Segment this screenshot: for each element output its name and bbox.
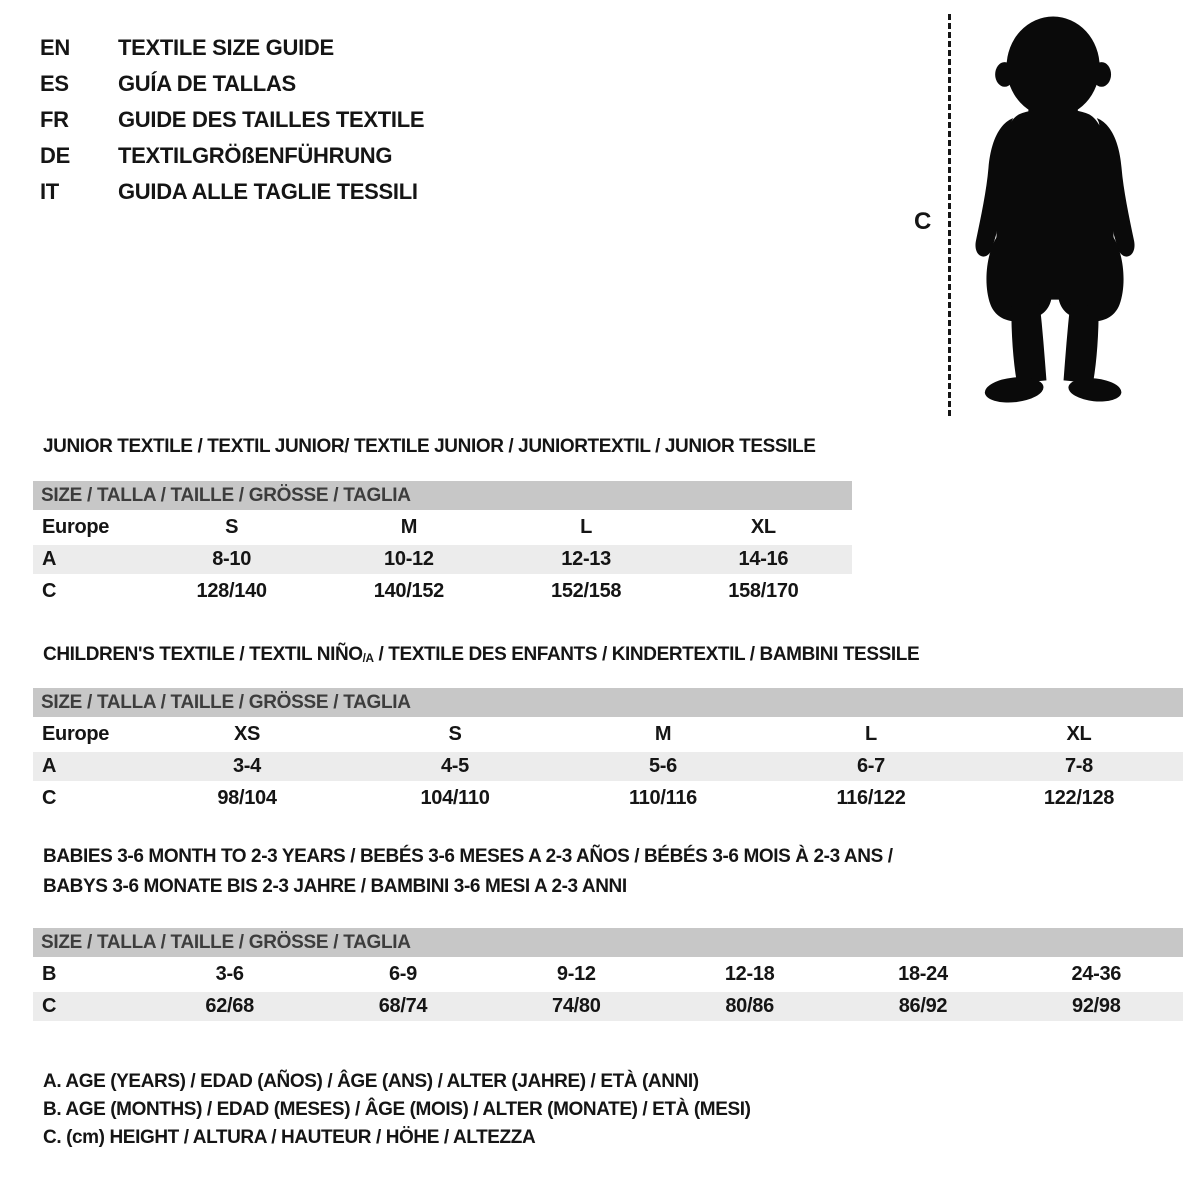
babies-b-2: 6-9 [388, 963, 417, 985]
babies-c-1: 62/68 [205, 995, 254, 1017]
junior-c-xl: 158/170 [728, 580, 799, 602]
legend-line-c: C. (cm) HEIGHT / ALTURA / HAUTEUR / HÖHE / ALTEZZA [43, 1127, 536, 1148]
children-col-xl: XL [1066, 723, 1092, 745]
junior-col-s: S [225, 516, 239, 538]
height-dashed-line [948, 14, 951, 416]
junior-row-a [33, 545, 852, 574]
children-a-m: 5-6 [648, 755, 677, 777]
children-size-table [33, 688, 1183, 813]
legend-block [43, 1068, 751, 1152]
babies-c-4: 80/86 [725, 995, 774, 1017]
lang-title-de: TEXTILGRÖßENFÜHRUNG [118, 143, 393, 168]
children-columns-row [33, 720, 1183, 749]
lang-code-es: ES [40, 71, 69, 96]
babies-b-1: 3-6 [215, 963, 244, 985]
children-row-a-label: A [42, 755, 57, 777]
legend-line-a: A. AGE (YEARS) / EDAD (AÑOS) / ÂGE (ANS) / ALTER (JAHRE) / ETÀ (ANNI) [43, 1071, 699, 1092]
junior-a-l: 12-13 [561, 548, 611, 570]
babies-row-b-label: B [42, 963, 57, 985]
children-c-xl: 122/128 [1043, 787, 1115, 809]
children-a-s: 4-5 [440, 755, 469, 777]
children-a-l: 6-7 [856, 755, 885, 777]
children-title-sub: /A [362, 652, 374, 666]
junior-col-xl: XL [750, 516, 776, 538]
babies-section-title-line2: BABYS 3-6 MONATE BIS 2-3 JAHRE / BAMBINI 3-6 MESI A 2-3 ANNI [43, 876, 627, 897]
children-c-s: 104/110 [420, 787, 490, 809]
lang-title-fr: GUIDE DES TAILLES TEXTILE [118, 107, 425, 132]
babies-size-table [33, 928, 1183, 1021]
junior-c-l: 152/158 [551, 580, 622, 602]
junior-col-europe: Europe [42, 516, 110, 538]
children-section-title [43, 644, 919, 666]
junior-row-c [33, 577, 852, 606]
lang-code-en: EN [40, 35, 70, 60]
lang-row-de [40, 138, 424, 174]
babies-c-2: 68/74 [378, 995, 428, 1017]
babies-row-c [33, 992, 1183, 1021]
children-c-m: 110/116 [629, 787, 697, 809]
children-col-europe: Europe [42, 723, 110, 745]
height-figure [900, 0, 1160, 430]
junior-size-bar: SIZE / TALLA / TAILLE / GRÖSSE / TAGLIA [33, 481, 852, 510]
junior-a-m: 10-12 [384, 548, 434, 570]
junior-row-c-label: C [42, 580, 57, 602]
lang-row-it [40, 174, 424, 210]
junior-columns-row [33, 513, 852, 542]
children-col-xs: XS [233, 723, 261, 745]
lang-row-es [40, 66, 424, 102]
children-a-xl: 7-8 [1064, 755, 1093, 777]
junior-a-s: 8-10 [212, 548, 252, 570]
junior-section-title: JUNIOR TEXTILE / TEXTIL JUNIOR/ TEXTILE JUNIOR / JUNIORTEXTIL / JUNIOR TESSILE [43, 436, 816, 457]
babies-c-5: 86/92 [898, 995, 948, 1017]
babies-b-4: 12-18 [724, 963, 775, 985]
babies-row-c-label: C [42, 995, 57, 1017]
junior-col-l: L [580, 516, 593, 538]
junior-a-xl: 14-16 [738, 548, 789, 570]
junior-col-m: M [400, 516, 418, 538]
children-title-prefix: CHILDREN'S TEXTILE / TEXTIL NIÑO [43, 644, 363, 665]
junior-c-m: 140/152 [373, 580, 444, 602]
children-a-xs: 3-4 [232, 755, 261, 777]
children-c-l: 116/122 [836, 787, 906, 809]
junior-size-table [33, 481, 852, 606]
children-c-xs: 98/104 [217, 787, 277, 809]
lang-title-es: GUÍA DE TALLAS [118, 71, 296, 96]
lang-code-it: IT [40, 179, 59, 204]
babies-size-bar: SIZE / TALLA / TAILLE / GRÖSSE / TAGLIA [33, 928, 1183, 957]
babies-c-6: 92/98 [1072, 995, 1121, 1017]
lang-title-en: TEXTILE SIZE GUIDE [118, 35, 334, 60]
babies-b-5: 18-24 [898, 963, 948, 985]
children-row-c-label: C [42, 787, 57, 809]
children-title-suffix: / TEXTILE DES ENFANTS / KINDERTEXTIL / BAMBINI TESSILE [373, 644, 920, 665]
children-row-c [33, 784, 1183, 813]
toddler-silhouette-icon [960, 10, 1150, 422]
language-title-block [40, 30, 424, 210]
children-col-s: S [448, 723, 462, 745]
legend-line-b: B. AGE (MONTHS) / EDAD (MESES) / ÂGE (MOIS) / ALTER (MONATE) / ETÀ (MESI) [43, 1099, 751, 1120]
lang-code-de: DE [40, 143, 70, 168]
babies-b-6: 24-36 [1071, 963, 1122, 985]
junior-c-s: 128/140 [196, 580, 267, 602]
lang-code-fr: FR [40, 107, 69, 132]
height-marker-label: C [914, 208, 932, 235]
children-col-m: M [654, 723, 672, 745]
lang-row-en [40, 30, 424, 66]
babies-section-title-line1: BABIES 3-6 MONTH TO 2-3 YEARS / BEBÉS 3-6 MESES A 2-3 AÑOS / BÉBÉS 3-6 MOIS À 2-3 ANS / [43, 846, 893, 867]
junior-row-a-label: A [42, 548, 57, 570]
lang-row-fr [40, 102, 424, 138]
children-row-a [33, 752, 1183, 781]
babies-row-b [33, 960, 1183, 989]
lang-title-it: GUIDA ALLE TAGLIE TESSILI [118, 179, 418, 204]
children-col-l: L [865, 723, 877, 745]
children-size-bar: SIZE / TALLA / TAILLE / GRÖSSE / TAGLIA [33, 688, 1183, 717]
babies-b-3: 9-12 [556, 963, 596, 985]
babies-c-3: 74/80 [552, 995, 601, 1017]
